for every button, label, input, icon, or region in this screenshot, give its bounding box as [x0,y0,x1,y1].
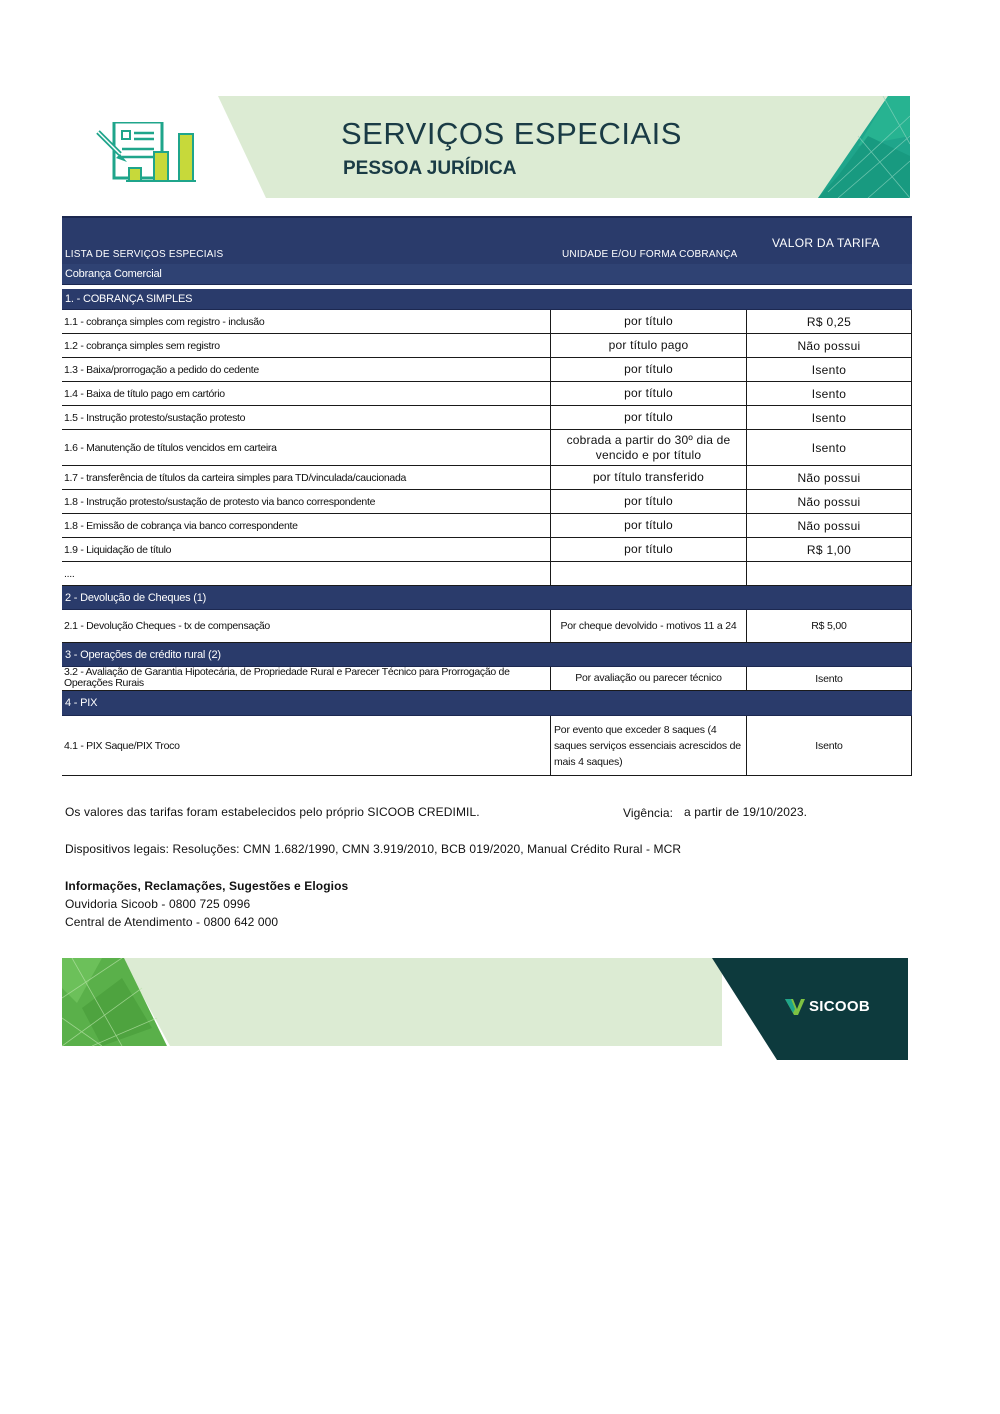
service-cell: 1.1 - cobrança simples com registro - inclusão [62,310,551,333]
section-title: 4 - PIX [62,691,912,716]
unit-cell: por título transferido [551,466,747,489]
table-row [62,382,912,406]
table-row [62,514,912,538]
service-cell: 4.1 - PIX Saque/PIX Troco [62,716,551,775]
table-row [62,430,912,466]
value-cell: Isento [811,386,847,401]
unit-cell: cobrada a partir do 30º dia de vencido e por título [551,430,747,465]
group-title: Cobrança Comercial [62,264,912,285]
value-cell: Não possui [797,338,861,353]
column-header-service: LISTA DE SERVIÇOS ESPECIAIS [65,249,224,260]
tariff-table [62,216,912,776]
service-cell: 1.8 - Emissão de cobrança via banco correspondente [62,514,551,537]
section-title: 1. - COBRANÇA SIMPLES [62,289,912,310]
unit-cell: por título [551,310,747,333]
page-subtitle: PESSOA JURÍDICA [343,158,517,179]
unit-cell: Por cheque devolvido - motivos 11 a 24 [551,610,747,642]
table-row [62,466,912,490]
table-row [62,310,912,334]
table-row [62,334,912,358]
table-row [62,667,912,691]
value-cell [747,562,911,585]
value-cell: R$ 0,25 [806,314,852,329]
unit-cell: por título [551,538,747,561]
service-cell: 1.7 - transferência de títulos da carteira simples para TD/vinculada/caucionada [62,466,551,489]
info-title: Informações, Reclamações, Sugestões e Elogios [65,879,349,893]
service-cell: 1.8 - Instrução protesto/sustação de protesto via banco correspondente [62,490,551,513]
footer-banner [62,958,908,1060]
service-cell: 2.1 - Devolução Cheques - tx de compensação [62,610,551,642]
column-header-unit: UNIDADE E/OU FORMA COBRANÇA [562,249,738,260]
table-header [62,216,912,264]
value-cell: Não possui [797,494,861,509]
note-legal: Dispositivos legais: Resoluções: CMN 1.682/1990, CMN 3.919/2010, BCB 019/2020, Manual Crédito Rural - MCR [65,842,682,856]
document-chart-icon [92,122,202,182]
value-cell: Isento [815,672,843,685]
table-row [62,490,912,514]
column-header-value: VALOR DA TARIFA [772,236,880,250]
service-cell: 1.3 - Baixa/prorrogação a pedido do cedente [62,358,551,381]
unit-cell: por título [551,382,747,405]
service-cell: 1.5 - Instrução protesto/sustação protesto [62,406,551,429]
table-row [62,358,912,382]
call-center-phone: Central de Atendimento - 0800 642 000 [65,915,279,929]
sicoob-logo [785,998,870,1015]
value-cell: R$ 5,00 [811,620,847,632]
service-cell: 1.4 - Baixa de título pago em cartório [62,382,551,405]
unit-cell: por título [551,358,747,381]
brand-name: SICOOB [809,998,870,1015]
unit-cell [551,562,747,585]
section-title: 3 - Operações de crédito rural (2) [62,643,912,667]
unit-cell: por título pago [551,334,747,357]
value-cell: Isento [811,440,847,455]
service-cell: 1.2 - cobrança simples sem registro [62,334,551,357]
note-established: Os valores das tarifas foram estabelecidos pelo próprio SICOOB CREDIMIL. [65,805,480,819]
value-cell: Isento [811,410,847,425]
value-cell: Isento [815,739,843,752]
service-cell: 3.2 - Avaliação de Garantia Hipotecária, de Propriedade Rural e Parecer Técnico para Prorrogação de Operações Rurais [62,667,551,690]
unit-cell: por título [551,490,747,513]
page-title: SERVIÇOS ESPECIAIS [341,116,682,151]
service-cell: 1.6 - Manutenção de títulos vencidos em carteira [62,430,551,465]
table-row [62,562,912,586]
table-row [62,406,912,430]
validity-value: a partir de 19/10/2023. [684,805,808,819]
value-cell: Isento [811,362,847,377]
validity-label: Vigência: [623,806,674,820]
service-cell: .... [62,562,551,585]
unit-cell: Por avaliação ou parecer técnico [551,667,747,690]
unit-cell: por título [551,406,747,429]
sicoob-mark-icon [785,999,805,1015]
value-cell: R$ 1,00 [806,542,852,557]
table-row [62,538,912,562]
table-row [62,610,912,643]
value-cell: Não possui [797,470,861,485]
value-cell: Não possui [797,518,861,533]
table-row [62,716,912,776]
unit-cell: por título [551,514,747,537]
ombudsman-phone: Ouvidoria Sicoob - 0800 725 0996 [65,897,251,911]
unit-cell: Por evento que exceder 8 saques (4 saques serviços essenciais acrescidos de mais 4 saques) [551,716,747,775]
service-cell: 1.9 - Liquidação de título [62,538,551,561]
section-title: 2 - Devolução de Cheques (1) [62,586,912,610]
